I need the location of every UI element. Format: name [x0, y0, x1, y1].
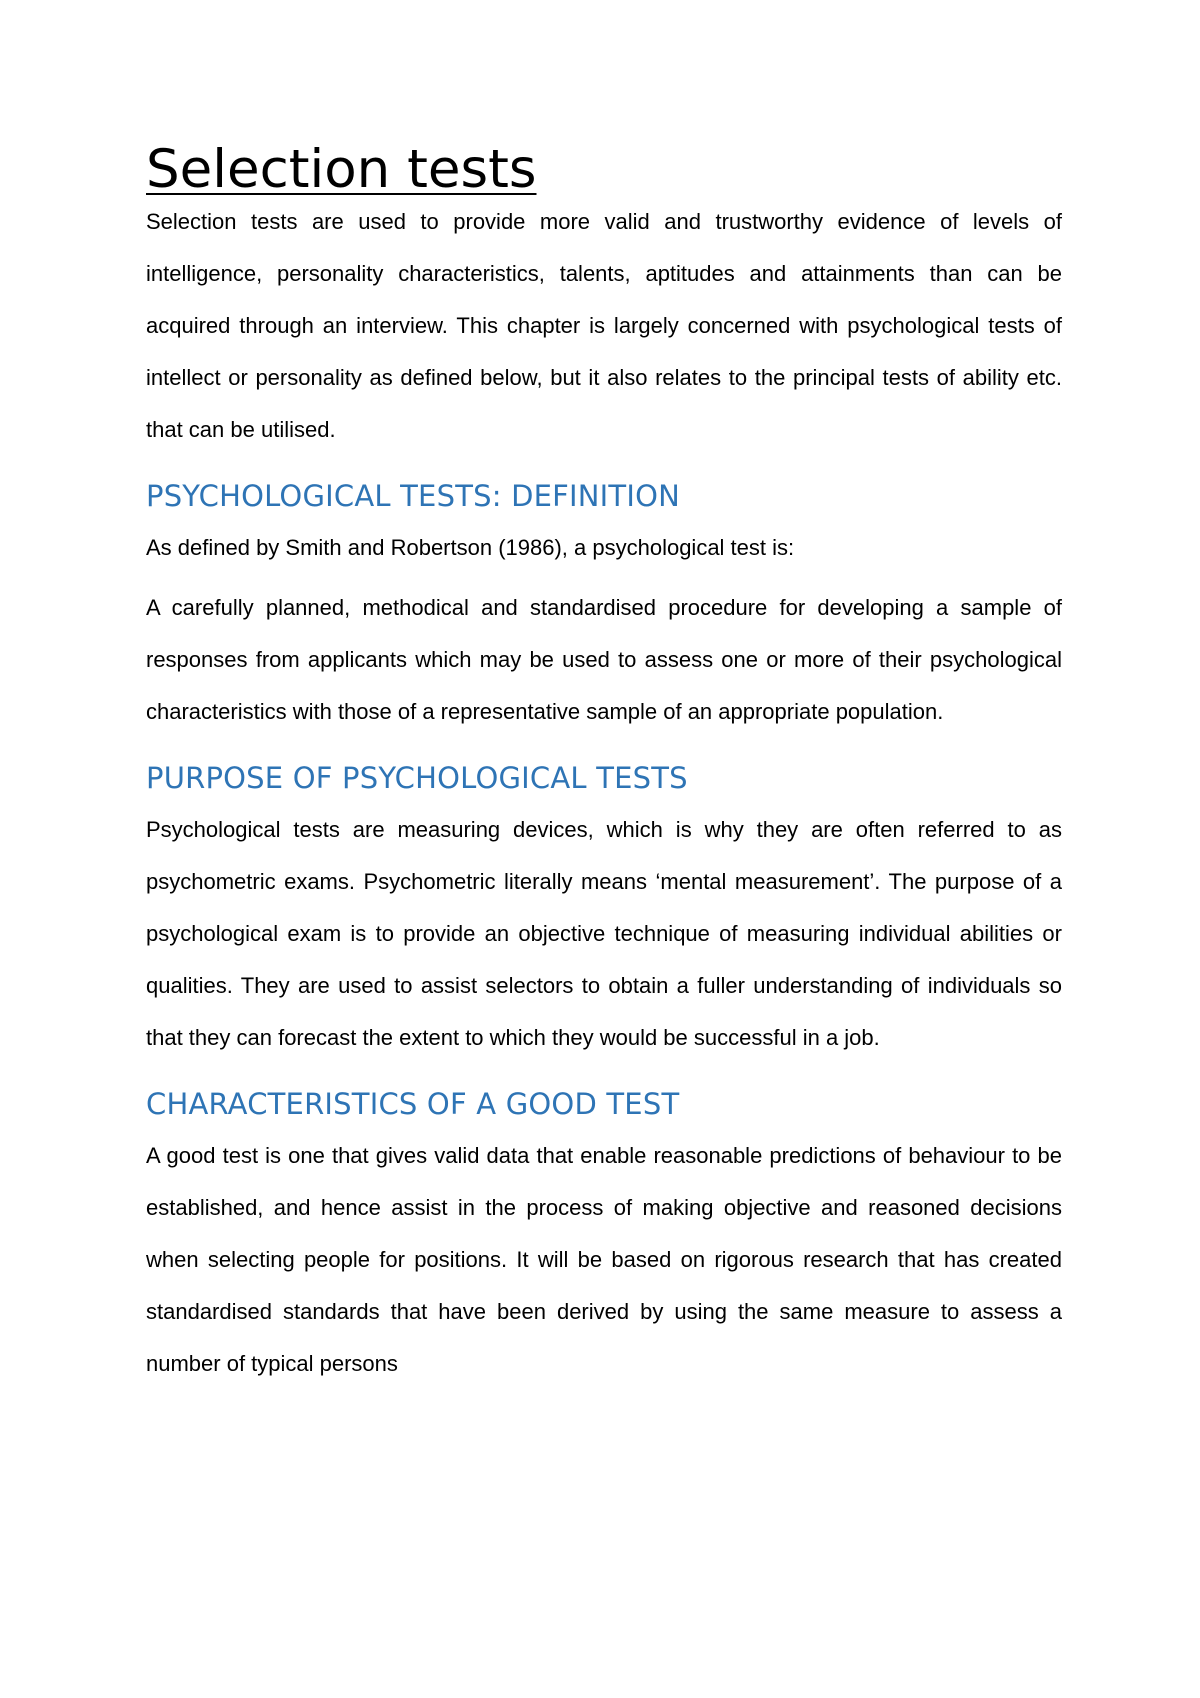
section-heading-definition: PSYCHOLOGICAL TESTS: DEFINITION [146, 479, 681, 513]
page-title: Selection tests [146, 139, 537, 200]
section-heading-characteristics: CHARACTERISTICS OF A GOOD TEST [146, 1087, 680, 1121]
purpose-paragraph: Psychological tests are measuring devices, which is why they are often referred to as psychometric exams. Psychometric literally means ‘mental measurement’. The purpose of a psychological exam is to provide an objective technique of measuring individual abilities or qualities. They are used to assist selectors to obtain a fuller understanding of individuals so that they can forecast the extent to which they would be successful in a job. [146, 817, 1062, 1050]
section-heading-purpose: PURPOSE OF PSYCHOLOGICAL TESTS [146, 761, 688, 795]
definition-quote-paragraph: A carefully planned, methodical and standardised procedure for developing a sample of responses from applicants which may be used to assess one or more of their psychological characteristics with those of a representative sample of an appropriate population. [146, 595, 1062, 724]
definition-lead-paragraph: As defined by Smith and Robertson (1986), a psychological test is: [146, 535, 795, 560]
intro-paragraph: Selection tests are used to provide more valid and trustworthy evidence of levels of intelligence, personality characteristics, talents, aptitudes and attainments than can be acquired through an interview. This chapter is largely concerned with psychological tests of intellect or personality as defined below, but it also relates to the principal tests of ability etc. that can be utilised. [146, 209, 1062, 442]
characteristics-paragraph: A good test is one that gives valid data that enable reasonable predictions of behaviour to be established, and hence assist in the process of making objective and reasoned decisions when selecting people for positions. It will be based on rigorous research that has created standardised standards that have been derived by using the same measure to assess a number of typical persons [146, 1143, 1062, 1376]
document-body [146, 138, 1062, 1390]
